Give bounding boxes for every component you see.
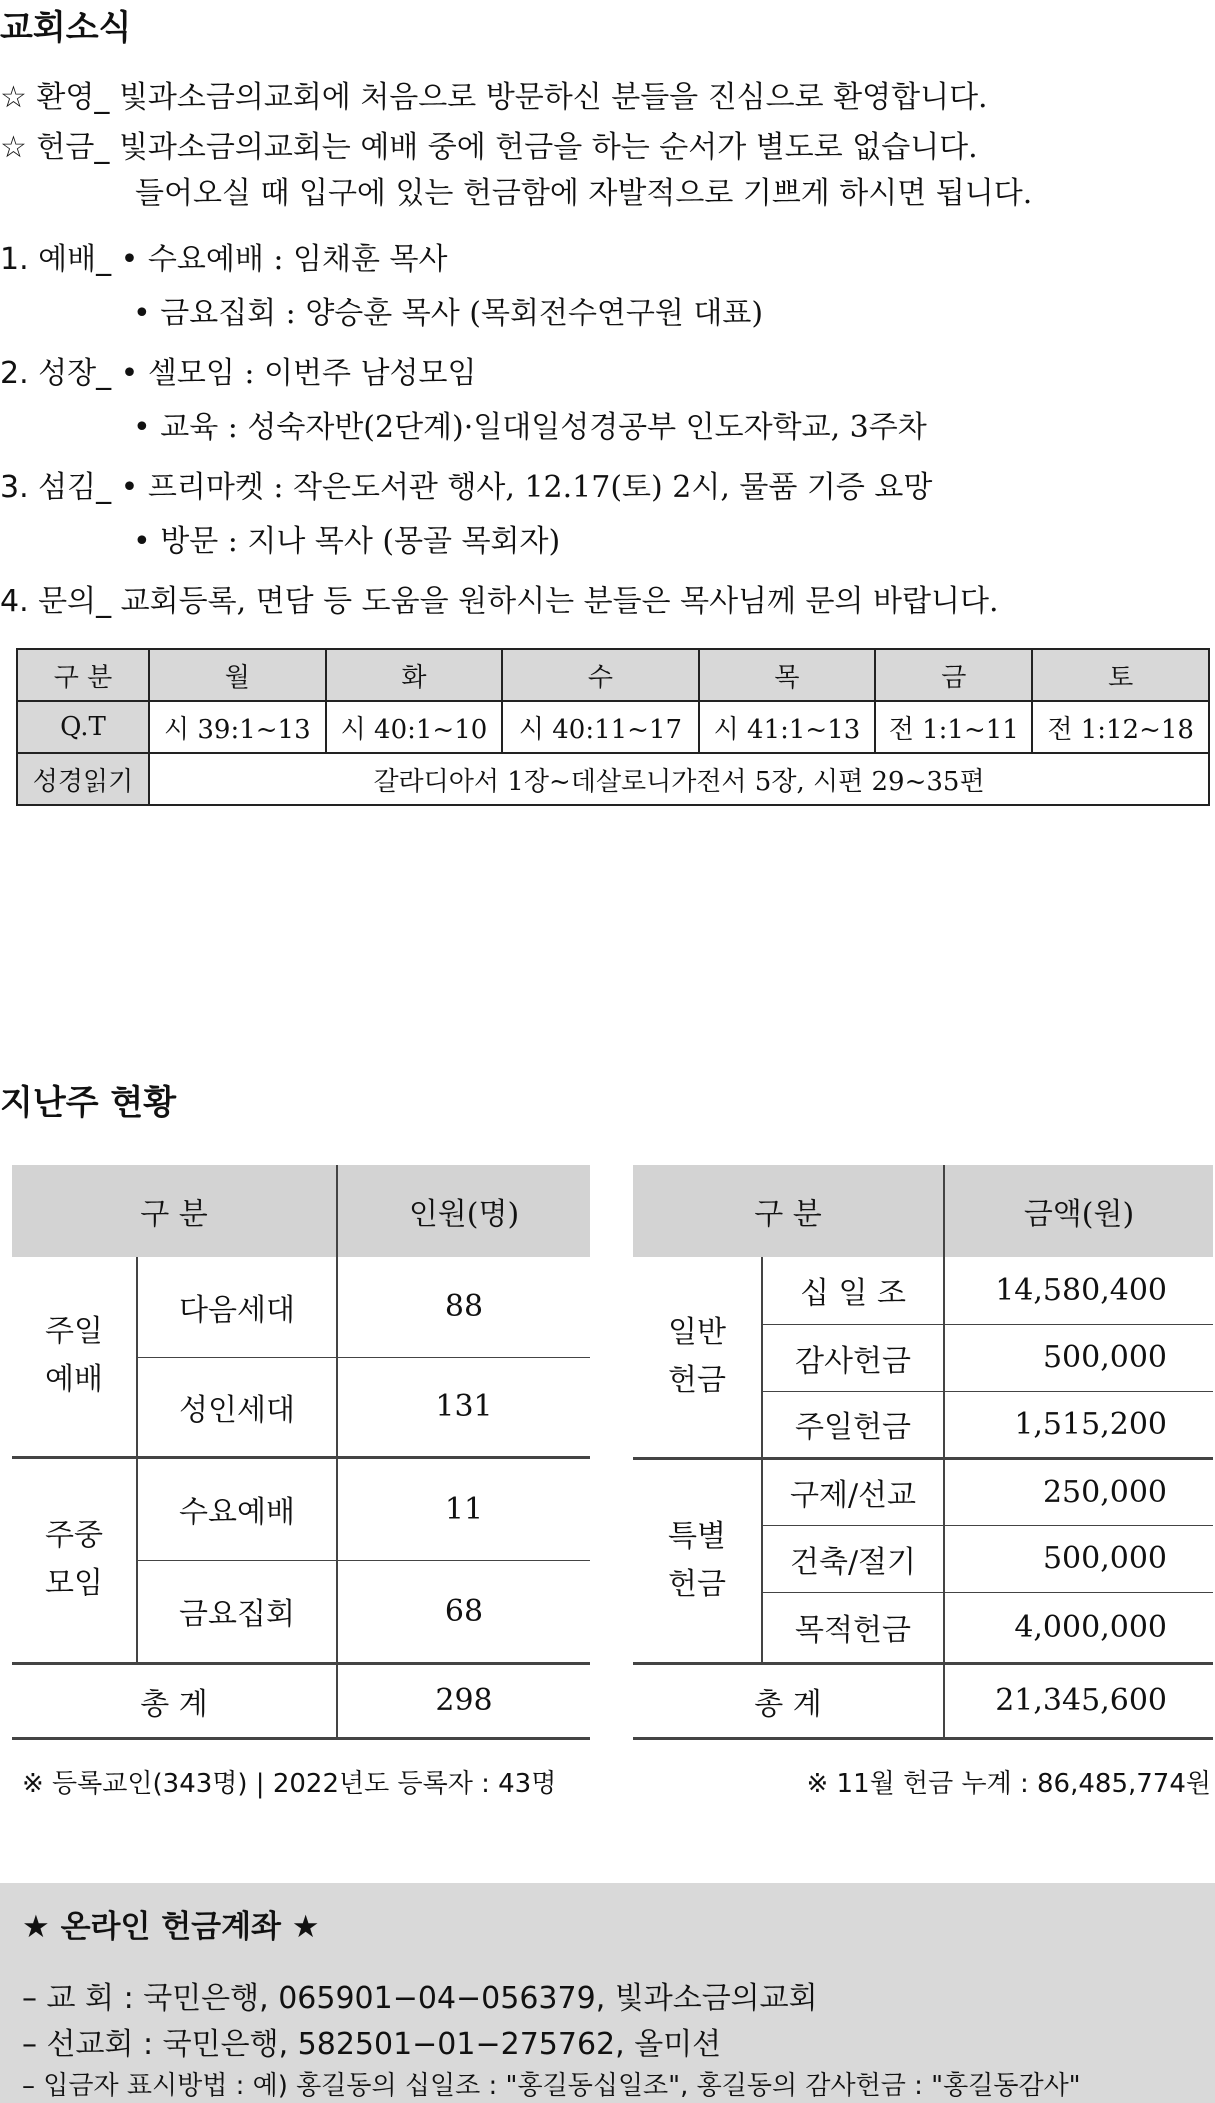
item-text: • 수요예배 : 임채훈 목사 [120, 242, 448, 277]
table-cell: 131 [337, 1357, 590, 1457]
row-label: 성인세대 [137, 1357, 337, 1457]
group-label: 특별 헌금 [633, 1458, 762, 1663]
header-cell: 인원(명) [337, 1165, 590, 1257]
row-label: 수요예배 [137, 1457, 337, 1560]
table-header-row [12, 1165, 590, 1257]
header-cell: 수 [502, 649, 698, 701]
amount-cell: 1,515,200 [944, 1391, 1213, 1458]
total-value: 298 [337, 1663, 590, 1738]
item-lead: 3. 섬김_ [0, 470, 112, 505]
row-label: 금요집회 [137, 1560, 337, 1663]
item-service [0, 462, 932, 506]
header-cell: 구 분 [633, 1165, 944, 1257]
table-cell: 시 40:11~17 [502, 701, 698, 753]
table-row [633, 1458, 1213, 1525]
table-header-row [17, 649, 1209, 701]
deposit-instruction: – 입금자 표시방법 : 예) 홍길동의 십일조 : "홍길동십일조", 홍길동의 감사헌금 : "홍길동감사" [22, 2071, 1081, 2101]
item-text: 교회등록, 면담 등 도움을 원하시는 분들은 목사님께 문의 바랍니다. [120, 584, 999, 619]
header-cell: 금 [875, 649, 1032, 701]
welcome-line [0, 72, 988, 116]
offering-line [0, 122, 978, 166]
table-cell: 시 41:1~13 [699, 701, 876, 753]
item-text: • 셀모임 : 이번주 남성모임 [120, 356, 477, 391]
amount-cell: 250,000 [944, 1458, 1213, 1525]
table-cell: 전 1:1~11 [875, 701, 1032, 753]
item-lead: 4. 문의_ [0, 584, 112, 619]
table-cell: 갈라디아서 1장~데살로니가전서 5장, 시편 29~35편 [149, 753, 1209, 805]
table-header-row [633, 1165, 1213, 1257]
row-label: 주일헌금 [762, 1391, 944, 1458]
monthly-offering-note: ※ 11월 헌금 누계 : 86,485,774원 [806, 1769, 1211, 1799]
row-label: 다음세대 [137, 1257, 337, 1357]
header-cell: 목 [699, 649, 876, 701]
item-text: • 금요집회 : 양승훈 목사 (목회전수연구원 대표) [133, 296, 764, 331]
header-cell: 구 분 [17, 649, 149, 701]
amount-cell: 500,000 [944, 1525, 1213, 1592]
item-text: • 프리마켓 : 작은도서관 행사, 12.17(토) 2시, 물품 기증 요망 [120, 470, 933, 505]
item-text: • 방문 : 지나 목사 (몽골 목회자) [133, 524, 561, 559]
section-title-news: 교회소식 [0, 8, 132, 48]
row-label: 감사헌금 [762, 1324, 944, 1391]
amount-cell: 4,000,000 [944, 1592, 1213, 1663]
qt-schedule-table [16, 648, 1210, 806]
table-cell: 11 [337, 1457, 590, 1560]
row-label: 성경읽기 [17, 753, 149, 805]
amount-cell: 500,000 [944, 1324, 1213, 1391]
total-value: 21,345,600 [944, 1663, 1213, 1738]
amount-cell: 14,580,400 [944, 1257, 1213, 1324]
offering-text-2: 들어오실 때 입구에 있는 헌금함에 자발적으로 기쁘게 하시면 됩니다. [135, 176, 1033, 211]
table-row [12, 1257, 590, 1357]
table-row [17, 753, 1209, 805]
table-cell: 시 40:1~10 [326, 701, 503, 753]
total-label: 총 계 [12, 1663, 337, 1738]
row-label: Q.T [17, 701, 149, 753]
table-row [12, 1457, 590, 1560]
header-cell: 토 [1032, 649, 1209, 701]
row-label: 건축/절기 [762, 1525, 944, 1592]
table-cell: 시 39:1~13 [149, 701, 326, 753]
header-cell: 화 [326, 649, 503, 701]
offering-text-1: 빛과소금의교회는 예배 중에 헌금을 하는 순서가 별도로 없습니다. [118, 130, 978, 165]
table-cell: 68 [337, 1560, 590, 1663]
item-worship [0, 234, 447, 278]
attendance-table [12, 1165, 590, 1740]
row-label: 십 일 조 [762, 1257, 944, 1324]
row-label: 목적헌금 [762, 1592, 944, 1663]
group-label: 주일 예배 [12, 1257, 137, 1457]
section-title-stats: 지난주 현황 [0, 1083, 177, 1123]
item-growth [0, 348, 476, 392]
header-cell: 구 분 [12, 1165, 337, 1257]
table-cell: 88 [337, 1257, 590, 1357]
welcome-lead: ☆ 환영_ [0, 80, 110, 115]
item-lead: 2. 성장_ [0, 356, 112, 391]
total-row [633, 1663, 1213, 1738]
group-label: 일반 헌금 [633, 1257, 762, 1458]
item-inquiry [0, 576, 999, 620]
table-row [633, 1257, 1213, 1324]
online-account-box [0, 1883, 1215, 2103]
item-text: • 교육 : 성숙자반(2단계)·일대일성경공부 인도자학교, 3주차 [133, 410, 927, 445]
header-cell: 금액(원) [944, 1165, 1213, 1257]
registration-note: ※ 등록교인(343명) | 2022년도 등록자 : 43명 [22, 1769, 557, 1799]
item-lead: 1. 예배_ [0, 242, 112, 277]
table-row [17, 701, 1209, 753]
row-label: 구제/선교 [762, 1458, 944, 1525]
welcome-text: 빛과소금의교회에 처음으로 방문하신 분들을 진심으로 환영합니다. [118, 80, 988, 115]
total-row [12, 1663, 590, 1738]
table-cell: 전 1:12~18 [1032, 701, 1209, 753]
total-label: 총 계 [633, 1663, 944, 1738]
group-label: 주중 모임 [12, 1457, 137, 1663]
offering-table [633, 1165, 1213, 1740]
header-cell: 월 [149, 649, 326, 701]
account-row: – 교 회 : 국민은행, 065901−04−056379, 빛과소금의교회 [22, 1981, 818, 2016]
account-row: – 선교회 : 국민은행, 582501−01−275762, 올미션 [22, 2027, 722, 2062]
offering-lead: ☆ 헌금_ [0, 130, 110, 165]
online-title: ★ 온라인 헌금계좌 ★ [22, 1909, 320, 1945]
